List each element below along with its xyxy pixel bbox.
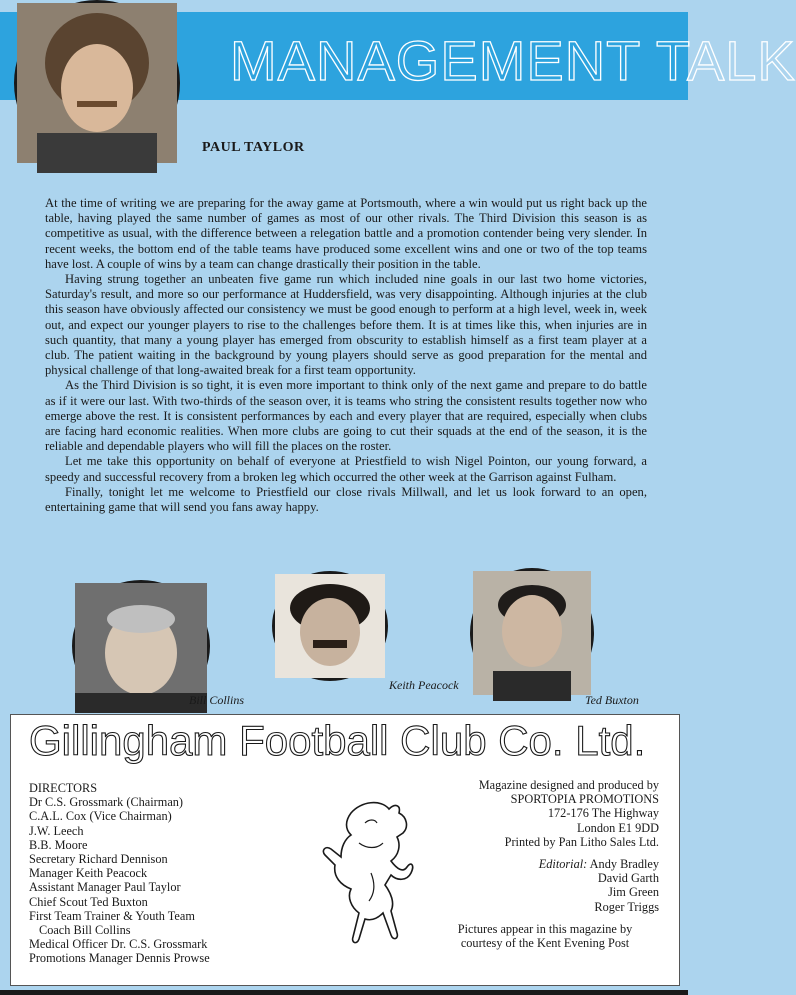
staff-entry: Promotions Manager Dennis Prowse [29, 951, 210, 966]
article-paragraph: Having strung together an unbeaten five game run which included nine goals in our last two home victories, Saturday's result, and more so our performance at Huddersfield, was very disappointing. Although injuries at the club this season have obviously affected our consistency we must be good enough to perform at a high level, week in, week out, and expect our younger players to rise to the challenges before them. It is at times like this, when injuries are in such quantity, that many a young player has emerged from obscurity to establish himself as a first team player at a club. The patient waiting in the background by young players should serve as good preparation for the mental and physical challenge of that long-awaited break for a first team opportunity. [45, 272, 647, 378]
staff-caption: Ted Buxton [585, 693, 639, 707]
staff-entry: Medical Officer Dr. C.S. Grossmark [29, 937, 208, 952]
director-entry: C.A.L. Cox (Vice Chairman) [29, 809, 172, 824]
staff-photo-icon [75, 583, 207, 709]
directors-heading: DIRECTORS [29, 781, 98, 795]
article-paragraph: Let me take this opportunity on behalf of everyone at Priestfield to wish Nigel Pointon, our young forward, a speedy and successful recovery from a broken leg which occurred the other week at the Garrison against Fulham. [45, 454, 647, 484]
article-paragraph: As the Third Division is so tight, it is even more important to think only of the next game and prepare to do battle as if it were our last. With two-thirds of the season over, it is teams who string the consistent results together now who emerge above the rest. It is consistent performances by each and every player that are required, especially when clubs are facing hard economic realities. When more clubs are going to cut their squads at the end of the season, it is the reliable and dependable players who will fill the places on the roster. [45, 378, 647, 454]
editor-name: Andy Bradley [589, 857, 659, 872]
kent-horse-emblem-icon [311, 793, 421, 953]
editorial-label: Editorial: [538, 857, 588, 872]
staff-caption: Keith Peacock [389, 678, 459, 692]
staff-entry: Assistant Manager Paul Taylor [29, 880, 181, 895]
staff-photo-icon [473, 571, 591, 695]
credit-line: Pictures appear in this magazine by [457, 921, 633, 936]
directors-list [29, 781, 210, 966]
club-name: Gillingham Football Club Co. Ltd. [29, 717, 646, 764]
director-entry: J.W. Leech [29, 823, 84, 838]
staff-photo-icon [275, 574, 385, 678]
editor-name: Roger Triggs [594, 899, 659, 914]
director-entry: Dr C.S. Grossmark (Chairman) [29, 795, 184, 810]
staff-photo-keith-peacock [272, 571, 388, 681]
author-byline: PAUL TAYLOR [202, 140, 305, 155]
page-title: MANAGEMENT TALK [230, 29, 796, 92]
article-paragraph: Finally, tonight let me welcome to Priestfield our close rivals Millwall, and let us look forward to an open, entertaining game that will send you fans away happy. [45, 484, 647, 515]
page-edge [0, 990, 688, 995]
article-paragraph: At the time of writing we are preparing for the away game at Portsmouth, where a win would put us right back up the table, having played the same number of games as most of our other rivals. The Third Division this season is as competitive as usual, with the difference between a relegation battle and a promotion contender being very slender. In recent weeks, the bottom end of the table teams have produced some excellent wins and one or two of the top teams have lost. A couple of wins by a team can change drastically their position in the table. [45, 196, 647, 271]
credit-line: courtesy of the Kent Evening Post [460, 936, 630, 951]
staff-caption: Bill Collins [189, 693, 245, 707]
credit-line: 172-176 The Highway [547, 806, 659, 821]
editorial-line [431, 857, 659, 871]
staff-entry: First Team Trainer & Youth Team [29, 908, 195, 923]
author-portrait [14, 0, 180, 166]
staff-entry: Secretary Richard Dennison [29, 852, 168, 867]
author-photo-icon [17, 3, 177, 163]
editor-name: Jim Green [608, 885, 659, 900]
credit-line: London E1 9DD [577, 820, 659, 835]
credit-line: Magazine designed and produced by [478, 778, 659, 792]
article-body [45, 196, 647, 515]
credit-line: Printed by Pan Litho Sales Ltd. [504, 834, 659, 849]
staff-entry: Coach Bill Collins [39, 923, 131, 938]
staff-entry: Chief Scout Ted Buxton [29, 894, 148, 909]
club-info-box [10, 714, 680, 986]
staff-entry: Manager Keith Peacock [29, 866, 148, 881]
editor-name: David Garth [597, 871, 659, 886]
staff-photo-ted-buxton [470, 568, 594, 698]
director-entry: B.B. Moore [29, 837, 88, 852]
credit-line: SPORTOPIA PROMOTIONS [510, 792, 659, 807]
magazine-credits [431, 778, 659, 950]
